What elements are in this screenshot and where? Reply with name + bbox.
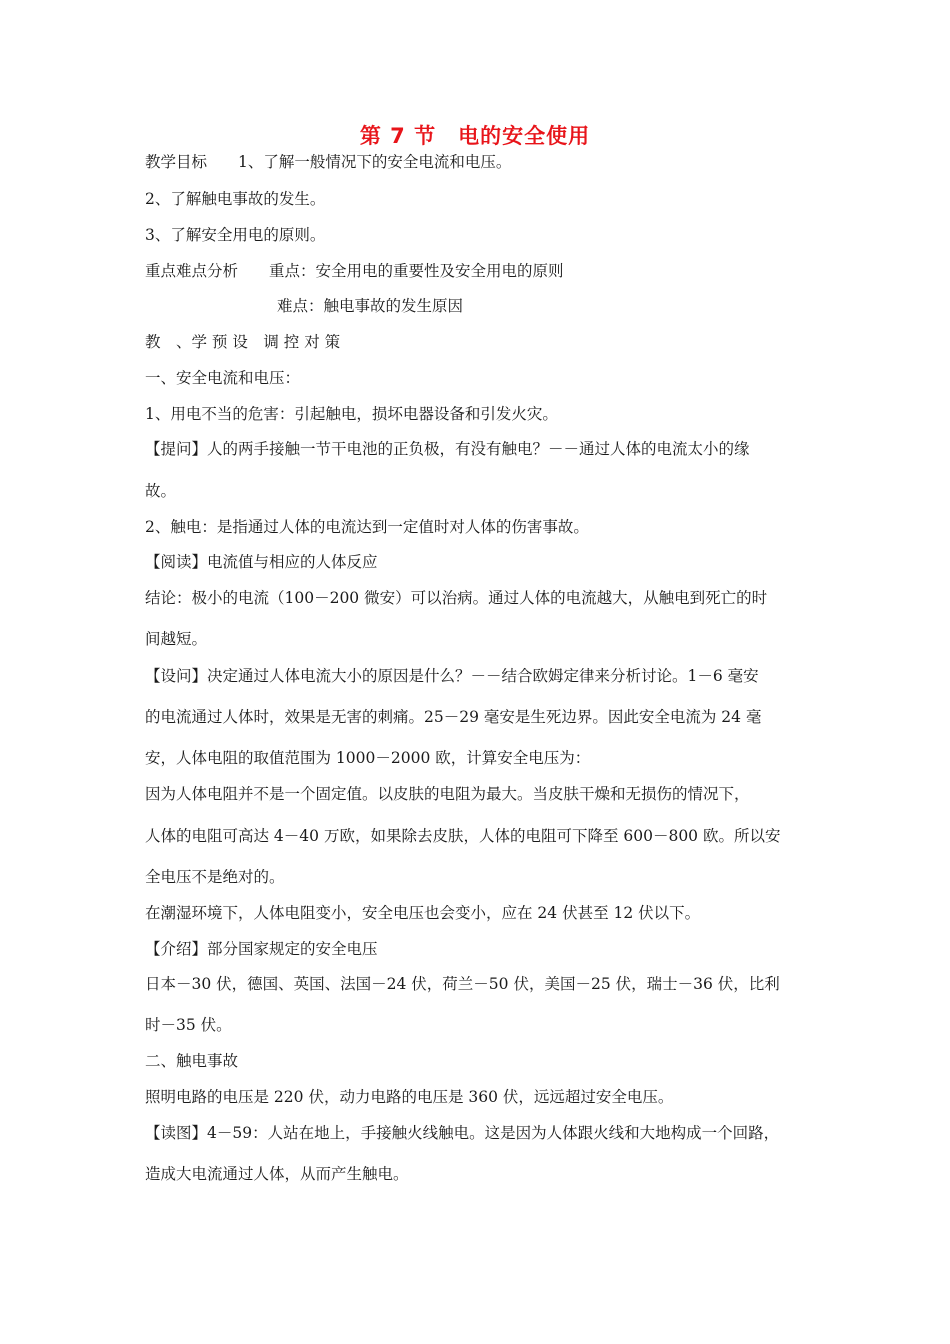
paragraph-line: 时－35 伏。 bbox=[145, 1016, 232, 1034]
paragraph-line: 人体的电阻可高达 4－40 万欧，如果除去皮肤，人体的电阻可下降至 600－800 欧。所以安 bbox=[145, 827, 781, 845]
paragraph-line: 日本－30 伏，德国、英国、法国－24 伏，荷兰－50 伏，美国－25 伏，瑞士－36 伏，比利 bbox=[145, 975, 780, 993]
goal-line-2: 2、了解触电事故的发生。 bbox=[145, 190, 326, 208]
page-title: 第 7 节 电的安全使用 bbox=[359, 124, 591, 148]
paragraph-line: 【提问】人的两手接触一节干电池的正负极，有没有触电？－－通过人体的电流太小的缘 bbox=[145, 440, 750, 458]
paragraph-line: 因为人体电阻并不是一个固定值。以皮肤的电阻为最大。当皮肤干燥和无损伤的情况下， bbox=[145, 785, 750, 803]
paragraph-line: 在潮湿环境下，人体电阻变小，安全电压也会变小，应在 24 伏甚至 12 伏以下。 bbox=[145, 904, 701, 922]
section-heading-1: 一、安全电流和电压： bbox=[145, 369, 301, 387]
paragraph-line: 造成大电流通过人体，从而产生触电。 bbox=[145, 1165, 409, 1183]
paragraph-line: 照明电路的电压是 220 伏，动力电路的电压是 360 伏，远远超过安全电压。 bbox=[145, 1088, 674, 1106]
paragraph-line: 1、用电不当的危害：引起触电，损坏电器设备和引发火灾。 bbox=[145, 405, 558, 423]
key-points-line: 重点难点分析 重点：安全用电的重要性及安全用电的原则 bbox=[145, 262, 564, 280]
plan-header-line: 教 、学 预 设 调 控 对 策 bbox=[145, 333, 341, 351]
paragraph-line: 间越短。 bbox=[145, 630, 208, 648]
paragraph-line: 【阅读】电流值与相应的人体反应 bbox=[145, 553, 378, 571]
paragraph-line: 【设问】决定通过人体电流大小的原因是什么？－－结合欧姆定律来分析讨论。1－6 毫安 bbox=[145, 667, 759, 685]
paragraph-line: 2、触电：是指通过人体的电流达到一定值时对人体的伤害事故。 bbox=[145, 518, 589, 536]
section-heading-2: 二、触电事故 bbox=[145, 1052, 239, 1070]
paragraph-line: 安，人体电阻的取值范围为 1000－2000 欧，计算安全电压为： bbox=[145, 749, 591, 767]
paragraph-line: 【读图】4－59：人站在地上，手接触火线触电。这是因为人体跟火线和大地构成一个回路， bbox=[145, 1124, 780, 1142]
paragraph-line: 【介绍】部分国家规定的安全电压 bbox=[145, 940, 378, 958]
paragraph-line: 全电压不是绝对的。 bbox=[145, 868, 285, 886]
difficult-points-line: 难点：触电事故的发生原因 bbox=[277, 297, 464, 315]
paragraph-line: 结论：极小的电流（100－200 微安）可以治病。通过人体的电流越大，从触电到死亡的时 bbox=[145, 589, 768, 607]
paragraph-line: 故。 bbox=[145, 482, 177, 500]
goal-line-3: 3、了解安全用电的原则。 bbox=[145, 226, 326, 244]
paragraph-line: 的电流通过人体时，效果是无害的刺痛。25－29 毫安是生死边界。因此安全电流为 24 毫 bbox=[145, 708, 762, 726]
teaching-goal-line: 教学目标 1、了解一般情况下的安全电流和电压。 bbox=[145, 153, 512, 171]
